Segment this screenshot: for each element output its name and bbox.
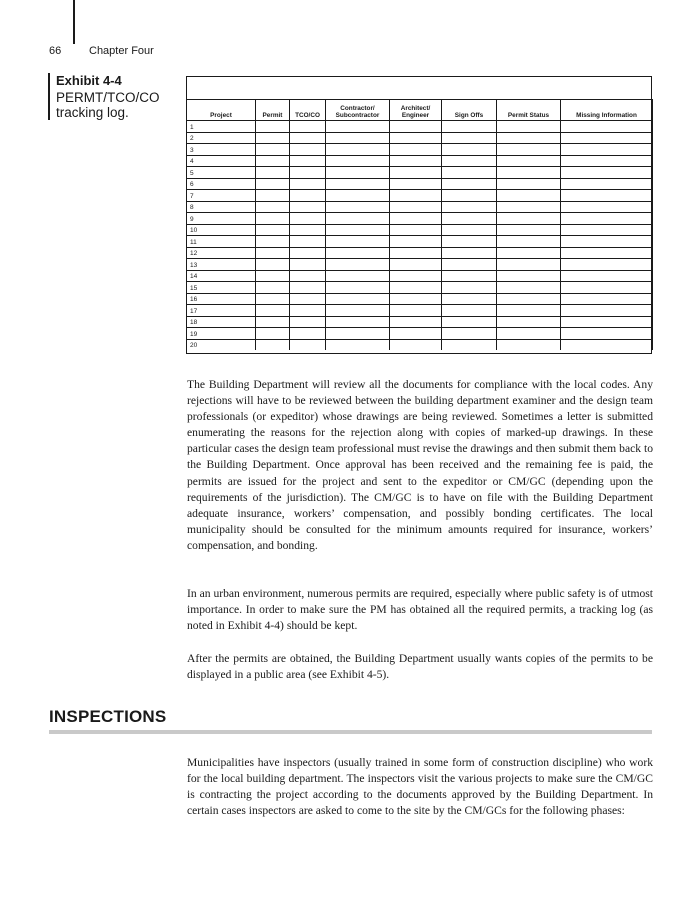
- table-cell: [497, 213, 561, 225]
- table-cell: [390, 167, 442, 179]
- table-cell: [442, 224, 497, 236]
- table-cell: [442, 339, 497, 350]
- table-cell: [390, 155, 442, 167]
- table-cell: [390, 190, 442, 202]
- table-cell: [561, 224, 653, 236]
- column-header-architect: Architect/ Engineer: [390, 100, 442, 121]
- body-paragraph-permits: In an urban environment, numerous permits are required, especially where public safety is of utmost importance. In order to make sure the PM has obtained all the required permits, a tracking log (as noted in Exhibit 4-4) should be kept.: [187, 587, 653, 633]
- table-row: [187, 259, 653, 271]
- row-number: 7: [187, 190, 256, 202]
- table-cell: [497, 236, 561, 248]
- table-cell: [326, 190, 390, 202]
- table-cell: [390, 328, 442, 340]
- table-cell: [390, 270, 442, 282]
- column-header-missing-information: Missing Information: [561, 100, 653, 121]
- table-cell: [256, 282, 290, 294]
- row-number: 13: [187, 259, 256, 271]
- table-cell: [561, 247, 653, 259]
- table-cell: [326, 224, 390, 236]
- table-cell: [390, 201, 442, 213]
- table-cell: [442, 190, 497, 202]
- section-divider: [49, 730, 652, 734]
- body-paragraph-review: The Building Department will review all the documents for compliance with the local codes. Any rejections will have to be reviewed between the building department examiner and the design team professionals (or expeditor) whose drawings are being reviewed. Sometimes a letter is submitted enumerating the reasons for the rejection along with copies of marked-up drawings. In these particular cases the design team professional must revise the drawings and then submit them back to the Building Department. Once approval has been received and the remaining fee is paid, the permits are issued for the project and sent to the expeditor or CM/GC (depending upon the requirements of the jurisdiction). The CM/GC is to have on file with the Building Department adequate insurance, workers’ compensation, and possibly bonding certificates. The local municipality should be consulted for the minimum amounts required for insurance, workers’ compensation, and bonding.: [187, 378, 653, 552]
- table-cell: [497, 178, 561, 190]
- table-cell: [442, 328, 497, 340]
- table-cell: [326, 339, 390, 350]
- table-cell: [326, 121, 390, 133]
- table-cell: [390, 132, 442, 144]
- table-row: [187, 132, 653, 144]
- row-number: 19: [187, 328, 256, 340]
- table-cell: [390, 282, 442, 294]
- table-row: [187, 316, 653, 328]
- table-cell: [442, 305, 497, 317]
- table-cell: [442, 247, 497, 259]
- table-cell: [442, 155, 497, 167]
- table-cell: [442, 132, 497, 144]
- table-cell: [390, 144, 442, 156]
- table-row: [187, 339, 653, 350]
- table-cell: [497, 144, 561, 156]
- table-cell: [290, 339, 326, 350]
- table-cell: [256, 121, 290, 133]
- running-head: [49, 45, 154, 57]
- table-cell: [497, 155, 561, 167]
- table-cell: [290, 328, 326, 340]
- row-number: 15: [187, 282, 256, 294]
- table-cell: [256, 270, 290, 282]
- table-cell: [290, 247, 326, 259]
- table-cell: [442, 178, 497, 190]
- column-header-project: Project: [187, 100, 256, 121]
- exhibit-title-line2: tracking log.: [56, 105, 129, 120]
- table-cell: [442, 316, 497, 328]
- table-cell: [561, 328, 653, 340]
- column-header-permit: Permit: [256, 100, 290, 121]
- table-row: [187, 213, 653, 225]
- table-cell: [561, 339, 653, 350]
- table-cell: [497, 247, 561, 259]
- table-cell: [326, 328, 390, 340]
- table-cell: [290, 236, 326, 248]
- table-cell: [561, 213, 653, 225]
- table-cell: [290, 213, 326, 225]
- table-cell: [290, 155, 326, 167]
- row-number: 5: [187, 167, 256, 179]
- row-number: 10: [187, 224, 256, 236]
- table-cell: [326, 132, 390, 144]
- table-cell: [326, 178, 390, 190]
- page-number: 66: [49, 45, 62, 57]
- table-cell: [290, 121, 326, 133]
- column-header-permit-status: Permit Status: [497, 100, 561, 121]
- table-cell: [326, 144, 390, 156]
- table-cell: [290, 282, 326, 294]
- table-cell: [561, 167, 653, 179]
- table-cell: [390, 178, 442, 190]
- table-cell: [497, 328, 561, 340]
- row-number: 2: [187, 132, 256, 144]
- tracking-log-form: [186, 76, 652, 354]
- table-cell: [442, 259, 497, 271]
- table-cell: [390, 339, 442, 350]
- table-cell: [256, 224, 290, 236]
- header-vertical-rule: [73, 0, 75, 44]
- table-row: [187, 305, 653, 317]
- tracking-log-body: [187, 121, 653, 351]
- table-cell: [256, 132, 290, 144]
- table-cell: [256, 144, 290, 156]
- table-cell: [497, 121, 561, 133]
- table-row: [187, 282, 653, 294]
- table-cell: [326, 282, 390, 294]
- table-cell: [561, 144, 653, 156]
- table-cell: [497, 270, 561, 282]
- table-cell: [497, 190, 561, 202]
- table-cell: [561, 305, 653, 317]
- table-cell: [497, 293, 561, 305]
- tracking-log-table: [186, 99, 653, 350]
- row-number: 3: [187, 144, 256, 156]
- table-row: [187, 328, 653, 340]
- table-cell: [326, 293, 390, 305]
- column-header-sign-offs: Sign Offs: [442, 100, 497, 121]
- row-number: 18: [187, 316, 256, 328]
- table-cell: [497, 259, 561, 271]
- table-cell: [442, 236, 497, 248]
- table-cell: [256, 190, 290, 202]
- table-cell: [290, 132, 326, 144]
- table-cell: [561, 282, 653, 294]
- table-cell: [561, 121, 653, 133]
- table-row: [187, 167, 653, 179]
- chapter-title: Chapter Four: [89, 45, 154, 57]
- table-cell: [290, 259, 326, 271]
- table-cell: [442, 144, 497, 156]
- table-cell: [561, 190, 653, 202]
- table-cell: [256, 167, 290, 179]
- table-cell: [497, 305, 561, 317]
- table-cell: [256, 293, 290, 305]
- table-cell: [256, 178, 290, 190]
- table-row: [187, 224, 653, 236]
- exhibit-caption: [48, 73, 181, 120]
- table-cell: [326, 213, 390, 225]
- table-cell: [256, 155, 290, 167]
- table-cell: [390, 247, 442, 259]
- exhibit-number: Exhibit 4-4: [56, 73, 122, 88]
- table-cell: [256, 213, 290, 225]
- column-header-contractor: Contractor/ Subcontractor: [326, 100, 390, 121]
- table-cell: [442, 293, 497, 305]
- table-cell: [497, 339, 561, 350]
- table-cell: [561, 178, 653, 190]
- table-cell: [497, 132, 561, 144]
- table-cell: [256, 328, 290, 340]
- table-cell: [442, 201, 497, 213]
- table-row: [187, 293, 653, 305]
- table-row: [187, 155, 653, 167]
- table-cell: [290, 224, 326, 236]
- table-row: [187, 270, 653, 282]
- table-cell: [497, 201, 561, 213]
- table-cell: [290, 270, 326, 282]
- table-cell: [290, 293, 326, 305]
- table-cell: [561, 236, 653, 248]
- table-cell: [390, 224, 442, 236]
- table-cell: [561, 293, 653, 305]
- table-cell: [390, 121, 442, 133]
- table-cell: [256, 316, 290, 328]
- table-cell: [326, 259, 390, 271]
- table-cell: [326, 201, 390, 213]
- table-cell: [442, 121, 497, 133]
- table-cell: [390, 236, 442, 248]
- tracking-log-header-row: [187, 100, 653, 121]
- table-cell: [256, 259, 290, 271]
- table-cell: [561, 155, 653, 167]
- table-cell: [497, 282, 561, 294]
- table-cell: [326, 247, 390, 259]
- exhibit-title: [56, 90, 181, 120]
- table-cell: [561, 270, 653, 282]
- section-heading: INSPECTIONS: [49, 707, 167, 726]
- row-number: 11: [187, 236, 256, 248]
- row-number: 8: [187, 201, 256, 213]
- table-cell: [442, 167, 497, 179]
- table-cell: [290, 305, 326, 317]
- row-number: 14: [187, 270, 256, 282]
- body-paragraph-inspections: Municipalities have inspectors (usually trained in some form of construction discipline) who work for the local building department. The inspectors visit the various projects to make sure the CM/GC is contracting the project according to the documents approved by the Building Department. In certain cases inspectors are asked to come to the site by the CM/GCs for the following phases:: [187, 756, 653, 818]
- table-cell: [390, 293, 442, 305]
- table-cell: [390, 316, 442, 328]
- table-cell: [256, 305, 290, 317]
- table-row: [187, 201, 653, 213]
- exhibit-title-line1: PERMT/TCO/CO: [56, 90, 160, 105]
- table-cell: [290, 190, 326, 202]
- row-number: 1: [187, 121, 256, 133]
- table-cell: [290, 144, 326, 156]
- table-cell: [290, 316, 326, 328]
- row-number: 16: [187, 293, 256, 305]
- table-cell: [390, 213, 442, 225]
- table-cell: [390, 259, 442, 271]
- row-number: 4: [187, 155, 256, 167]
- table-row: [187, 247, 653, 259]
- row-number: 12: [187, 247, 256, 259]
- row-number: 20: [187, 339, 256, 350]
- row-number: 9: [187, 213, 256, 225]
- table-cell: [326, 155, 390, 167]
- row-number: 17: [187, 305, 256, 317]
- table-cell: [497, 224, 561, 236]
- table-cell: [290, 178, 326, 190]
- body-paragraph-display: After the permits are obtained, the Building Department usually wants copies of the permits to be displayed in a public area (see Exhibit 4-5).: [187, 652, 653, 682]
- table-row: [187, 144, 653, 156]
- table-cell: [326, 316, 390, 328]
- table-row: [187, 236, 653, 248]
- table-cell: [290, 167, 326, 179]
- table-row: [187, 121, 653, 133]
- table-cell: [561, 259, 653, 271]
- table-cell: [326, 270, 390, 282]
- table-row: [187, 190, 653, 202]
- table-cell: [326, 305, 390, 317]
- row-number: 6: [187, 178, 256, 190]
- table-cell: [290, 201, 326, 213]
- table-cell: [561, 316, 653, 328]
- table-cell: [256, 247, 290, 259]
- table-cell: [256, 339, 290, 350]
- table-cell: [390, 305, 442, 317]
- table-cell: [497, 167, 561, 179]
- table-cell: [326, 167, 390, 179]
- table-cell: [442, 213, 497, 225]
- table-cell: [442, 270, 497, 282]
- table-cell: [561, 132, 653, 144]
- table-cell: [326, 236, 390, 248]
- column-header-tco-co: TCO/CO: [290, 100, 326, 121]
- table-cell: [256, 201, 290, 213]
- table-cell: [442, 282, 497, 294]
- table-cell: [256, 236, 290, 248]
- table-cell: [561, 201, 653, 213]
- table-cell: [497, 316, 561, 328]
- table-row: [187, 178, 653, 190]
